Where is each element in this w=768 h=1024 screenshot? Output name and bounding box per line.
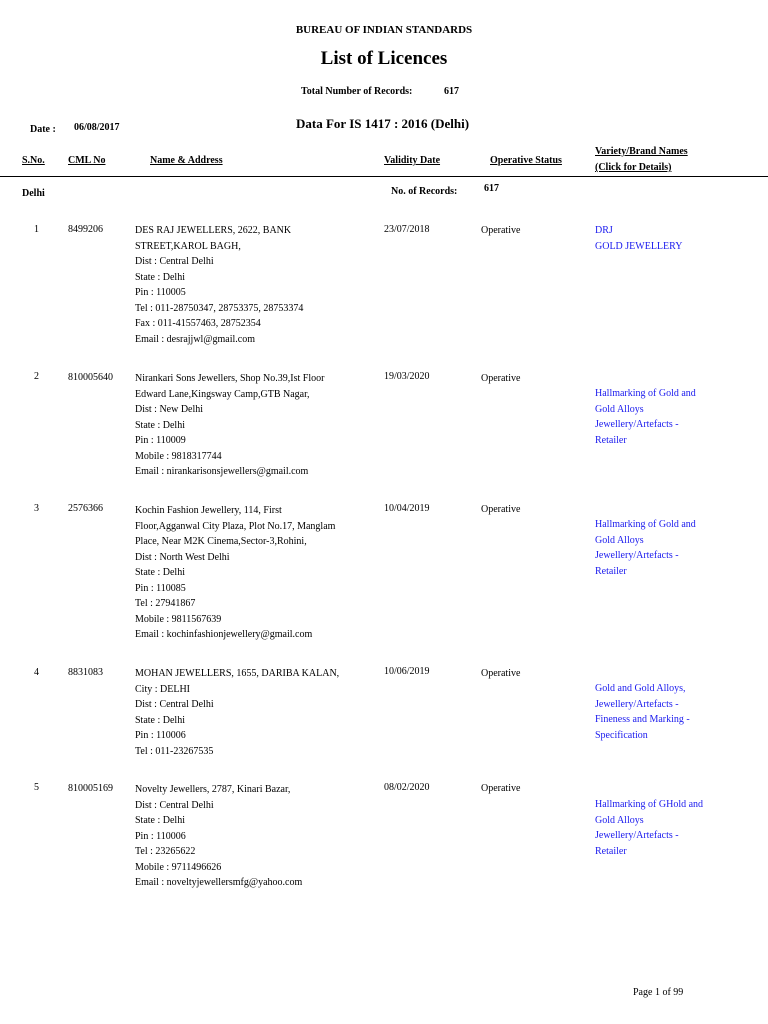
address-line: Dist : Central Delhi (135, 699, 214, 710)
brand-line[interactable]: Jewellery/Artefacts - (595, 698, 679, 710)
row-cml-no: 8499206 (68, 224, 103, 235)
row-sno: 2 (34, 371, 39, 382)
total-records-label: Total Number of Records: (301, 86, 413, 97)
address-line: Pin : 110009 (135, 435, 186, 446)
row-validity-date: 10/06/2019 (384, 666, 430, 677)
brand-line[interactable]: Specification (595, 729, 648, 741)
region-records-value: 617 (484, 183, 499, 194)
row-sno: 3 (34, 503, 39, 514)
address-line: Place, Near M2K Cinema,Sector-3,Rohini, (135, 536, 307, 547)
region-name: Delhi (22, 188, 45, 199)
row-brand-link[interactable] (595, 223, 683, 254)
brand-line[interactable]: Jewellery/Artefacts - (595, 419, 679, 430)
column-header-validity: Validity Date (384, 155, 441, 166)
address-line: Kochin Fashion Jewellery, 114, First (135, 505, 282, 516)
address-line: Pin : 110006 (135, 830, 186, 842)
address-line: Floor,Agganwal City Plaza, Plot No.17, Manglam (135, 520, 336, 532)
total-records-value: 617 (444, 86, 459, 97)
address-line: STREET,KAROL BAGH, (135, 240, 241, 252)
address-line: Dist : Central Delhi (135, 256, 214, 267)
address-line: DES RAJ JEWELLERS, 2622, BANK (135, 225, 292, 236)
row-brand-link[interactable] (595, 797, 703, 859)
row-operative-status: Operative (481, 373, 521, 384)
row-address (135, 371, 324, 480)
brand-line[interactable]: Gold Alloys (595, 534, 644, 546)
brand-line[interactable]: Gold Alloys (595, 403, 644, 415)
data-for-heading: Data For IS 1417 : 2016 (Delhi) (296, 116, 470, 131)
row-sno: 1 (34, 224, 39, 235)
brand-line[interactable]: Jewellery/Artefacts - (595, 550, 679, 561)
address-line: Tel : 27941867 (135, 598, 196, 609)
brand-line[interactable]: Jewellery/Artefacts - (595, 830, 679, 841)
organization-name: BUREAU OF INDIAN STANDARDS (295, 24, 473, 36)
row-operative-status: Operative (481, 504, 521, 515)
brand-line[interactable]: Hallmarking of Gold and (595, 519, 696, 530)
row-operative-status: Operative (481, 783, 521, 794)
column-header-brand-line1: Variety/Brand Names (595, 146, 688, 157)
row-cml-no: 8831083 (68, 667, 103, 678)
address-line: Mobile : 9811567639 (135, 613, 222, 625)
row-cml-no: 810005640 (68, 372, 113, 383)
brand-line[interactable]: Retailer (595, 845, 627, 857)
document-title: List of Licences (320, 48, 448, 69)
date-label: Date : (30, 124, 56, 135)
row-address (135, 666, 339, 759)
region-records-label: No. of Records: (391, 186, 458, 197)
row-operative-status: Operative (481, 668, 521, 679)
address-line: Tel : 011-28750347, 28753375, 28753374 (135, 302, 304, 314)
brand-line[interactable]: Hallmarking of Gold and (595, 388, 696, 399)
address-line: Tel : 23265622 (135, 846, 196, 857)
brand-line[interactable]: GOLD JEWELLERY (595, 240, 683, 252)
address-line: Email : kochinfashionjewellery@gmail.com (135, 629, 313, 640)
brand-line[interactable]: Hallmarking of GHold and (595, 799, 704, 810)
column-header-sno: S.No. (22, 155, 45, 166)
address-line: Novelty Jewellers, 2787, Kinari Bazar, (135, 784, 291, 795)
address-line: City : DELHI (135, 683, 190, 695)
row-address (135, 223, 303, 347)
row-operative-status: Operative (481, 225, 521, 236)
brand-line[interactable]: Retailer (595, 434, 627, 446)
address-line: Email : nirankarisonsjewellers@gmail.com (135, 466, 309, 477)
column-header-cml: CML No (68, 155, 106, 166)
row-validity-date: 10/04/2019 (384, 503, 430, 514)
address-line: Mobile : 9711496626 (135, 861, 222, 873)
row-validity-date: 19/03/2020 (384, 371, 430, 382)
address-line: Dist : Central Delhi (135, 799, 214, 811)
row-sno: 5 (34, 782, 39, 793)
address-line: Email : desrajjwl@gmail.com (135, 333, 256, 345)
row-cml-no: 810005169 (68, 783, 113, 794)
column-header-brand-line2: (Click for Details) (595, 162, 672, 173)
address-line: State : Delhi (135, 815, 185, 826)
address-line: MOHAN JEWELLERS, 1655, DARIBA KALAN, (135, 668, 340, 679)
date-value: 06/08/2017 (74, 122, 120, 133)
address-line: Dist : North West Delhi (135, 551, 230, 563)
row-address (135, 503, 335, 643)
column-header-status: Operative Status (490, 155, 562, 166)
address-line: Fax : 011-41557463, 28752354 (135, 318, 261, 329)
row-sno: 4 (34, 667, 39, 678)
page-number: Page 1 of 99 (633, 987, 684, 998)
address-line: Dist : New Delhi (135, 404, 204, 415)
row-brand-link[interactable] (595, 681, 690, 743)
address-line: State : Delhi (135, 271, 185, 283)
row-address (135, 782, 302, 891)
address-line: Edward Lane,Kingsway Camp,GTB Nagar, (135, 388, 310, 400)
address-line: State : Delhi (135, 714, 185, 726)
address-line: State : Delhi (135, 419, 185, 431)
row-brand-link[interactable] (595, 517, 696, 579)
address-line: Tel : 011-23267535 (135, 745, 214, 757)
address-line: Pin : 110005 (135, 287, 186, 298)
address-line: Pin : 110006 (135, 730, 186, 741)
brand-line[interactable]: Gold and Gold Alloys, (595, 683, 686, 694)
header-divider (0, 176, 768, 177)
row-validity-date: 08/02/2020 (384, 782, 430, 793)
brand-line[interactable]: Retailer (595, 565, 627, 577)
brand-line[interactable]: Fineness and Marking - (595, 714, 690, 725)
address-line: State : Delhi (135, 567, 185, 578)
address-line: Nirankari Sons Jewellers, Shop No.39,Ist Floor (135, 373, 325, 384)
row-cml-no: 2576366 (68, 503, 103, 514)
brand-line[interactable]: Gold Alloys (595, 814, 644, 826)
brand-line[interactable]: DRJ (595, 225, 613, 236)
row-brand-link[interactable] (595, 386, 696, 448)
row-validity-date: 23/07/2018 (384, 224, 430, 235)
column-header-name-address: Name & Address (150, 155, 223, 166)
address-line: Mobile : 9818317744 (135, 450, 222, 462)
address-line: Pin : 110085 (135, 582, 186, 594)
address-line: Email : noveltyjewellersmfg@yahoo.com (135, 877, 303, 888)
